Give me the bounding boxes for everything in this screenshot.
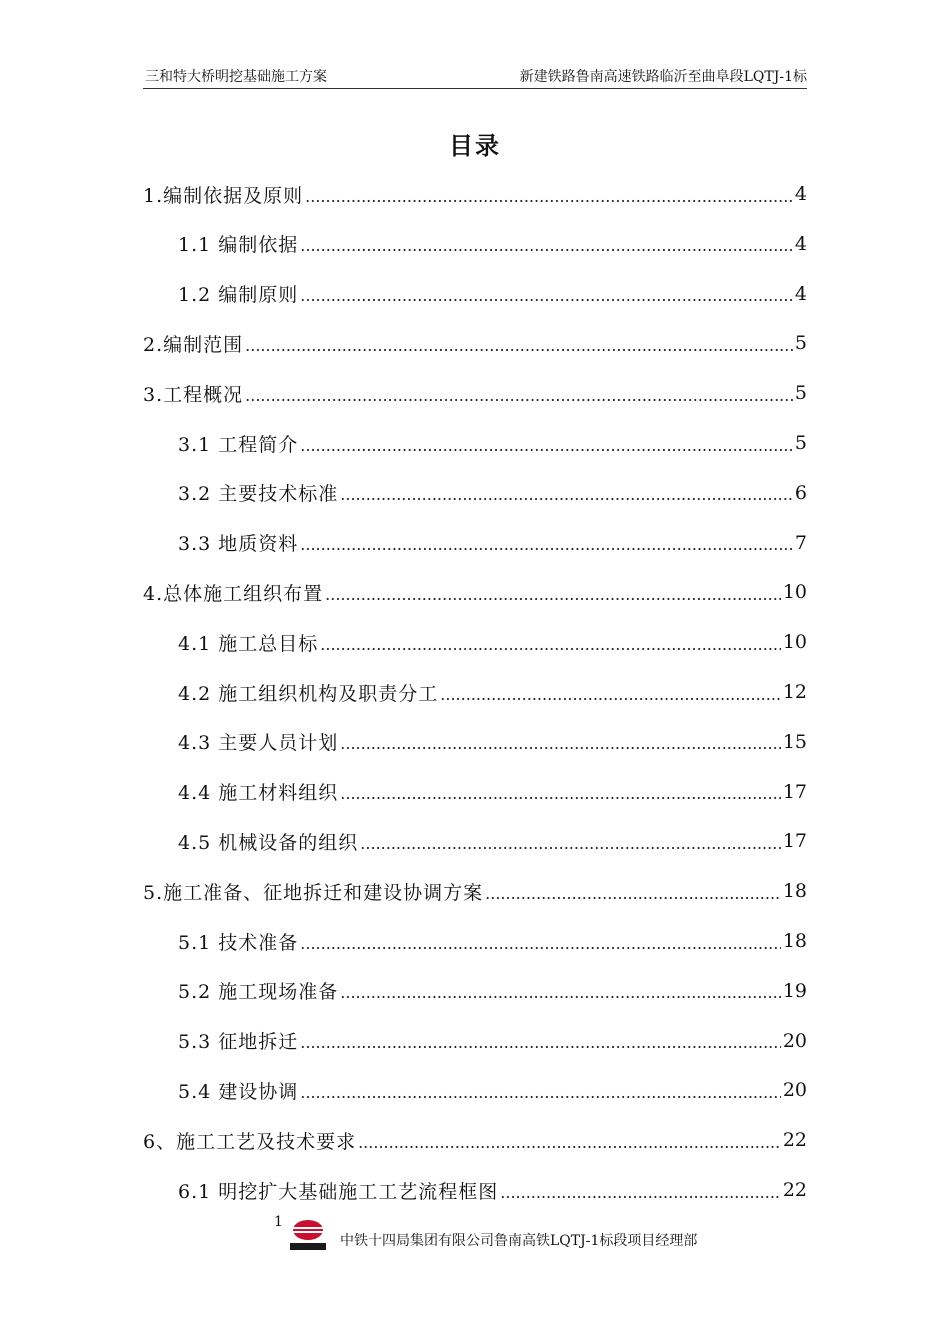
toc-entry-label: 4.1 施工总目标 bbox=[178, 632, 319, 655]
toc-entry[interactable] bbox=[143, 319, 807, 367]
toc-entry-label: 4.5 机械设备的组织 bbox=[178, 831, 359, 854]
toc-entry-label: 4.2 施工组织机构及职责分工 bbox=[178, 682, 439, 705]
toc-leader-dots bbox=[500, 1183, 781, 1202]
toc-entry-label: 1.2 编制原则 bbox=[178, 284, 299, 307]
toc-leader-dots bbox=[340, 983, 781, 1002]
toc-leader-dots bbox=[305, 187, 793, 206]
toc-entry[interactable] bbox=[178, 1166, 807, 1214]
toc-entry-page: 6 bbox=[794, 481, 807, 504]
toc-leader-dots bbox=[320, 635, 781, 654]
toc-leader-dots bbox=[340, 784, 781, 803]
toc-entry[interactable] bbox=[178, 220, 807, 268]
toc-leader-dots bbox=[300, 1033, 781, 1052]
toc-entry-label: 5.3 征地拆迁 bbox=[178, 1031, 299, 1054]
toc-entry[interactable] bbox=[178, 1017, 807, 1065]
page-number: 1 bbox=[274, 1214, 283, 1230]
toc-entry-page: 20 bbox=[782, 1029, 807, 1052]
toc-entry[interactable] bbox=[143, 170, 807, 218]
toc-entry-label: 3.3 地质资料 bbox=[178, 533, 299, 556]
header-document-title: 三和特大桥明挖基础施工方案 bbox=[145, 69, 327, 85]
toc-entry-label: 2.编制范围 bbox=[143, 333, 244, 356]
toc-entry-label: 4.总体施工组织布置 bbox=[143, 582, 324, 605]
toc-entry-page: 4 bbox=[794, 282, 807, 305]
footer-company: 中铁十四局集团有限公司鲁南高铁LQTJ-1标段项目经理部 bbox=[340, 1233, 698, 1249]
toc-entry[interactable] bbox=[178, 817, 807, 865]
toc-entry[interactable] bbox=[178, 668, 807, 716]
toc-leader-dots bbox=[300, 286, 793, 305]
toc-entry-label: 4.4 施工材料组织 bbox=[178, 782, 339, 805]
toc-entry-page: 5 bbox=[794, 382, 807, 405]
toc-entry-page: 17 bbox=[782, 830, 807, 853]
toc-leader-dots bbox=[360, 834, 781, 853]
toc-entry-page: 15 bbox=[782, 730, 807, 753]
toc-entry-label: 5.2 施工现场准备 bbox=[178, 981, 339, 1004]
page-header bbox=[143, 66, 807, 89]
toc-entry-page: 22 bbox=[782, 1129, 807, 1152]
toc-entry-page: 22 bbox=[782, 1179, 807, 1201]
toc-entry[interactable] bbox=[143, 867, 807, 915]
toc-entry-page: 5 bbox=[794, 332, 807, 355]
header-project-name: 新建铁路鲁南高速铁路临沂至曲阜段LQTJ-1标 bbox=[519, 69, 807, 85]
toc-entry-label: 6.1 明挖扩大基础施工工艺流程框图 bbox=[178, 1180, 499, 1203]
toc-leader-dots bbox=[325, 585, 781, 604]
toc-entry-page: 7 bbox=[794, 531, 807, 554]
toc-entry-label: 3.1 工程简介 bbox=[178, 433, 299, 456]
toc-leader-dots bbox=[440, 685, 781, 704]
toc-entry[interactable] bbox=[178, 419, 807, 467]
toc-entry-page: 10 bbox=[782, 581, 807, 604]
toc-entry-label: 1.1 编制依据 bbox=[178, 234, 299, 257]
page-footer bbox=[288, 1216, 728, 1256]
toc-entry[interactable] bbox=[178, 519, 807, 567]
toc-entry-label: 4.3 主要人员计划 bbox=[178, 732, 339, 755]
toc-entry-page: 5 bbox=[794, 432, 807, 454]
toc-entry-page: 20 bbox=[782, 1079, 807, 1102]
toc-leader-dots bbox=[300, 535, 793, 554]
toc-entry-page: 19 bbox=[782, 979, 807, 1002]
toc-title: 目录 bbox=[449, 131, 501, 160]
toc-leader-dots bbox=[245, 386, 793, 405]
toc-entry-label: 5.4 建设协调 bbox=[178, 1080, 299, 1103]
toc-leader-dots bbox=[485, 884, 781, 903]
toc-leader-dots bbox=[340, 485, 793, 504]
toc-entry-page: 10 bbox=[782, 631, 807, 654]
toc-entry[interactable] bbox=[178, 917, 807, 965]
toc-entry-label: 5.1 技术准备 bbox=[178, 931, 299, 954]
toc-entry-label: 1.编制依据及原则 bbox=[143, 184, 304, 207]
crcc-logo-icon bbox=[288, 1218, 328, 1252]
toc-leader-dots bbox=[300, 1083, 781, 1102]
toc-entry[interactable] bbox=[178, 1066, 807, 1114]
toc-leader-dots bbox=[300, 236, 793, 255]
toc-entry[interactable] bbox=[143, 369, 807, 417]
toc-leader-dots bbox=[245, 336, 793, 355]
toc-entry[interactable] bbox=[178, 718, 807, 766]
toc-leader-dots bbox=[300, 436, 793, 455]
toc-entry-label: 3.2 主要技术标准 bbox=[178, 483, 339, 506]
toc-entry[interactable] bbox=[143, 568, 807, 616]
toc-entry-page: 17 bbox=[782, 780, 807, 803]
toc-entry-label: 6、施工工艺及技术要求 bbox=[143, 1130, 357, 1153]
toc-entry-page: 4 bbox=[794, 183, 807, 205]
toc-entry-page: 12 bbox=[782, 681, 807, 703]
toc-leader-dots bbox=[300, 934, 781, 953]
toc-leader-dots bbox=[358, 1133, 781, 1152]
toc-entry-label: 3.工程概况 bbox=[143, 383, 244, 406]
toc-entry[interactable] bbox=[178, 967, 807, 1015]
toc-entry[interactable] bbox=[178, 469, 807, 517]
toc-entry[interactable] bbox=[178, 270, 807, 318]
toc-entry[interactable] bbox=[143, 1116, 807, 1164]
toc-entry[interactable] bbox=[178, 618, 807, 666]
toc-entry-page: 4 bbox=[794, 232, 807, 255]
toc-entry-page: 18 bbox=[782, 930, 807, 952]
toc-entry[interactable] bbox=[178, 768, 807, 816]
toc-entry-label: 5.施工准备、征地拆迁和建设协调方案 bbox=[143, 881, 484, 904]
toc-leader-dots bbox=[340, 734, 781, 753]
toc-entry-page: 18 bbox=[782, 880, 807, 903]
